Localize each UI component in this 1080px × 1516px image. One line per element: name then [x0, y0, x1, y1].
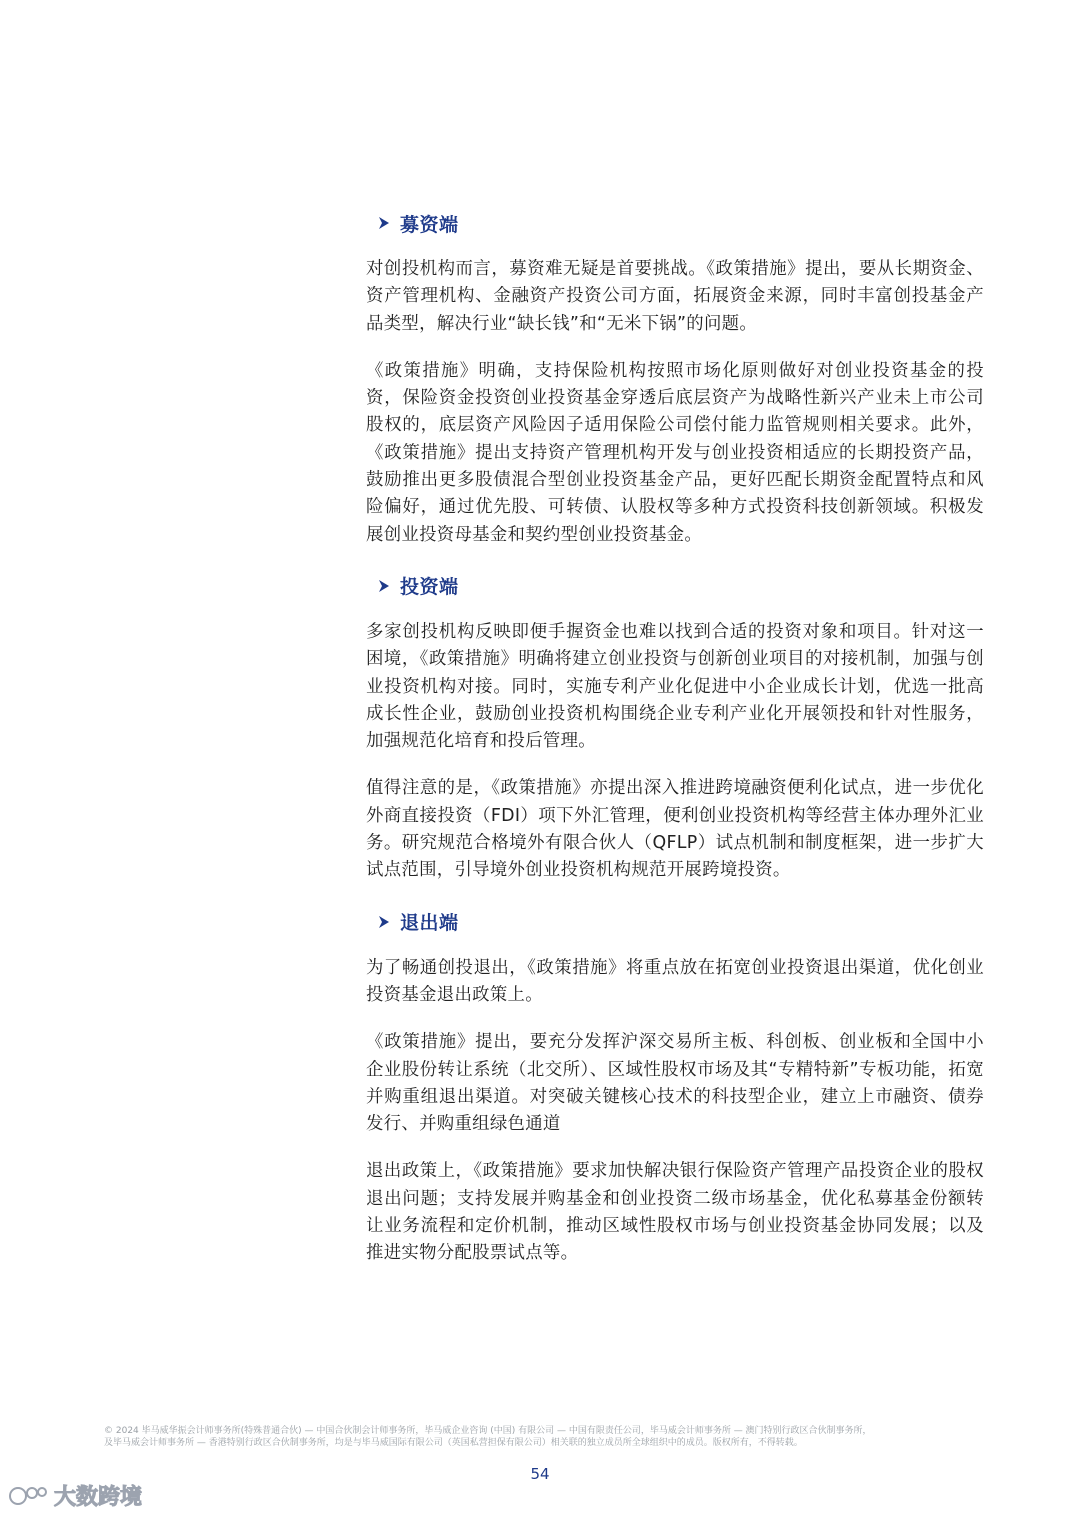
chevron-right-icon: [376, 914, 392, 930]
section-heading: [376, 206, 984, 240]
section-title: 投资端: [400, 576, 459, 599]
section-title: 募资端: [400, 213, 459, 236]
paragraph: 值得注意的是，《政策措施》亦提出深入推进跨境融资便利化试点，进一步优化外商直接投资（FDI）项下外汇管理，便利创业投资机构等经营主体办理外汇业务。研究规范合格境外有限合伙人（QFLP）试点机制和制度框架，进一步扩大试点范围，引导境外创业投资机构规范开展跨境投资。: [366, 778, 984, 881]
main-content: [366, 206, 984, 1288]
chevron-right-icon: [376, 215, 392, 231]
section-exit: [366, 905, 984, 1268]
paragraph: 对创投机构而言，募资难无疑是首要挑战。《政策措施》提出，要从长期资金、资产管理机构、金融资产投资公司方面，拓展资金来源，同时丰富创投基金产品类型，解决行业“缺长钱”和“无米下锅”的问题。: [366, 259, 984, 334]
watermark-text: 大数跨境: [54, 1485, 143, 1510]
paragraph: 退出政策上，《政策措施》要求加快解决银行保险资产管理产品投资企业的股权退出问题；支持发展并购基金和创业投资二级市场基金，优化私募基金份额转让业务流程和定价机制，推动区域性股权市场与创业投资基金协同发展；以及推进实物分配股票试点等。: [366, 1161, 984, 1264]
paragraph: 《政策措施》提出，要充分发挥沪深交易所主板、科创板、创业板和全国中小企业股份转让系统（北交所）、区域性股权市场及其“专精特新”专板功能，拓宽并购重组退出渠道。对突破关键核心技术的科技型企业，建立上市融资、债券发行、并购重组绿色通道: [366, 1032, 984, 1135]
section-title: 退出端: [400, 912, 459, 935]
watermark: [8, 1480, 142, 1511]
copyright-line: © 2024 毕马威华振会计师事务所(特殊普通合伙) — 中国合伙制会计师事务所，毕马威企业咨询 (中国) 有限公司 — 中国有限责任公司，毕马威会计师事务所 — 澳门特别行政区合伙制事务所，: [104, 1426, 872, 1436]
paragraph: 《政策措施》明确，支持保险机构按照市场化原则做好对创业投资基金的投资，保险资金投资创业投资基金穿透后底层资产为战略性新兴产业未上市公司股权的，底层资产风险因子适用保险公司偿付能力监管规则相关要求。此外，《政策措施》提出支持资产管理机构开发与创业投资相适应的长期投资产品，鼓励推出更多股债混合型创业投资基金产品，更好匹配长期资金配置特点和风险偏好，通过优先股、可转债、认股权等多种方式投资科技创新领域。积极发展创业投资母基金和契约型创业投资基金。: [366, 360, 984, 545]
copyright-line: 及毕马威会计师事务所 — 香港特别行政区合伙制事务所，均是与毕马威国际有限公司（英国私营担保有限公司）相关联的独立成员所全球组织中的成员。版权所有，不得转载。: [104, 1438, 803, 1448]
chevron-right-icon: [376, 578, 392, 594]
paragraph: 多家创投机构反映即便手握资金也难以找到合适的投资对象和项目。针对这一困境，《政策措施》明确将建立创业投资与创新创业项目的对接机制，加强与创业投资机构对接。同时，实施专利产业化促进中小企业成长计划，优选一批高成长性企业，鼓励创业投资机构围绕企业专利产业化开展领投和针对性服务，加强规范化培育和投后管理。: [366, 621, 984, 752]
copyright-notice: [104, 1425, 984, 1449]
paragraph: 为了畅通创投退出，《政策措施》将重点放在拓宽创业投资退出渠道，优化创业投资基金退出政策上。: [366, 957, 984, 1005]
section-fundraising: [366, 206, 984, 549]
section-heading: [376, 569, 984, 603]
section-heading: [376, 905, 984, 939]
page-number: 54: [530, 1465, 550, 1483]
watermark-logo-icon: [8, 1484, 48, 1508]
section-investment: [366, 569, 984, 885]
